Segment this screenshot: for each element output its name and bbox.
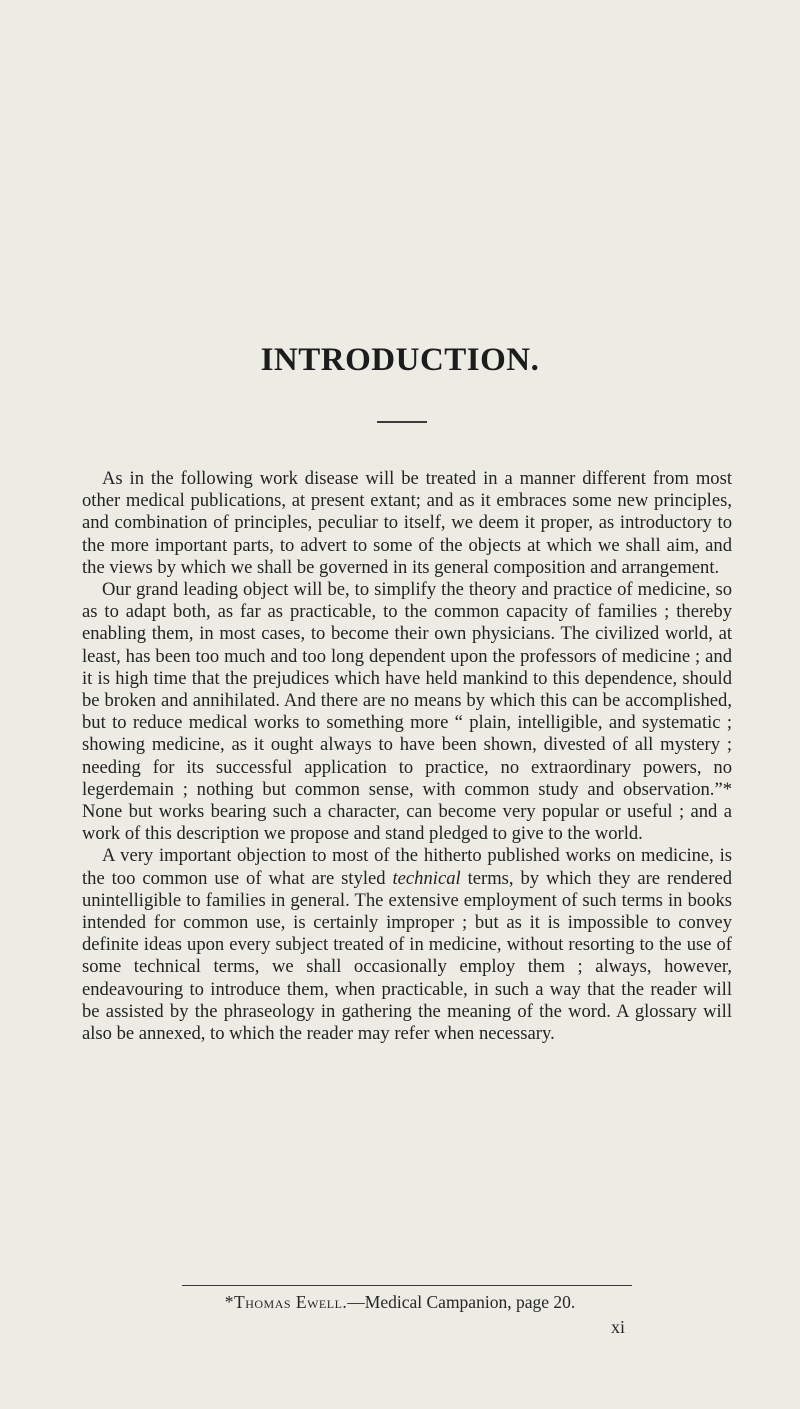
title-rule [377, 421, 427, 423]
paragraph-3-text-before: A very important objection to most of the hitherto published works on medicine, is the too common use of what are styled [82, 845, 732, 889]
body-text [82, 468, 732, 1045]
paragraph-3-text-after: terms, by which they are rendered unintelligible to families in general. The extensive employment of such terms in books intended for common use, is certainly improper ; but as it is impossible to convey definite ideas upon every subject treated of in medicine, without resorting to the use of some technical terms, we shall occasionally employ them ; always, however, endeavouring to introduce them, when practicable, in such a way that the reader will be assisted by the phraseology in gathering the meaning of the word. A glossary will also be annexed, to which the reader may refer when necessary. [82, 867, 732, 1045]
page-title: INTRODUCTION. [260, 342, 540, 378]
footnote-source: —Medical Campanion, page 20. [347, 1292, 576, 1312]
footnote [0, 1292, 800, 1313]
footnote-rule [182, 1285, 632, 1286]
page-number: xi [611, 1317, 626, 1337]
paragraph-3-emphasis: technical [392, 867, 461, 889]
paragraph-1 [82, 468, 732, 579]
paragraph-2 [82, 579, 732, 845]
paragraph-2-text: Our grand leading object will be, to simplify the theory and practice of medicine, so as to adapt both, as far as practicable, to the common capacity of families ; thereby enabling them, in most cases, to become their own physicians. The civilized world, at least, has been too much and too long dependent upon the professors of medicine ; and it is high time that the prejudices which have held mankind to this dependence, should be broken and annihilated. And there are no means by which this can be accomplished, but to reduce medical works to something more “ plain, intelligible, and systematic ; showing medicine, as it ought always to have been shown, divested of all mystery ; needing for its successful application to practice, no extraordinary powers, no legerdemain ; nothing but common sense, with common study and observation.”* None but works bearing such a character, can become very popular or useful ; and a work of this description we propose and stand pledged to give to the world. [82, 579, 732, 845]
paragraph-1-text: As in the following work disease will be treated in a manner different from most other medical publications, at present extant; and as it embraces some new principles, and combination of principles, peculiar to itself, we deem it proper, as introductory to the more important parts, to advert to some of the objects at which we shall aim, and the views by which we shall be governed in its general composition and arrangement. [82, 468, 732, 578]
footnote-author: *Thomas Ewell. [224, 1292, 348, 1312]
paragraph-3 [82, 845, 732, 1045]
